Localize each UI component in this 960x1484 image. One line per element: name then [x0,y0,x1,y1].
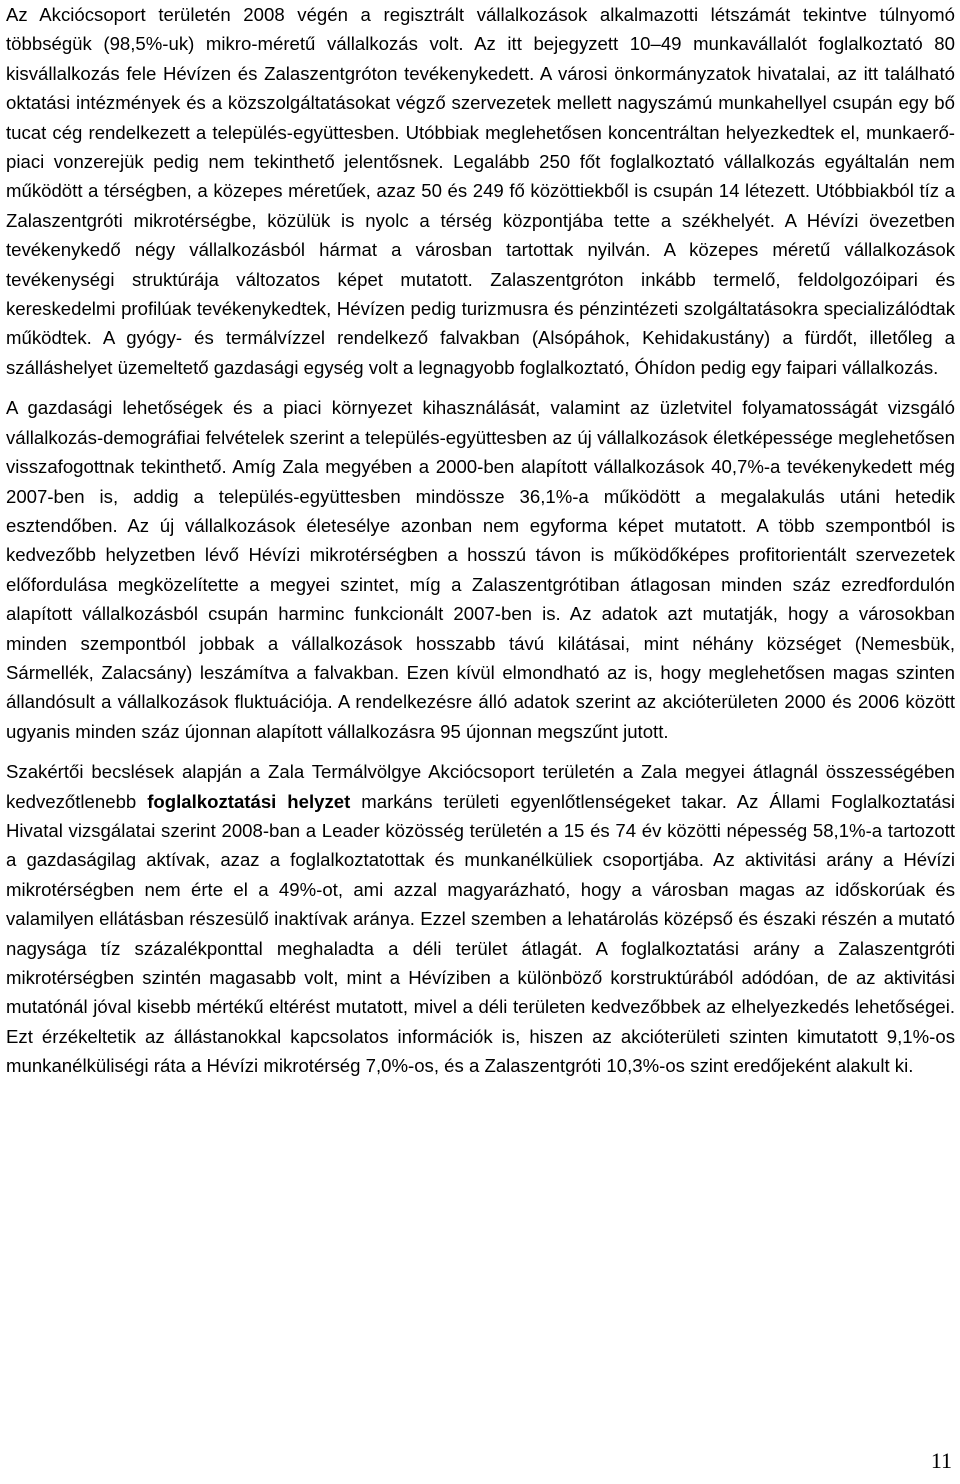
paragraph-3 [6,757,955,1080]
paragraph-3-bold-term: foglalkoztatási helyzet [147,790,351,812]
paragraph-3-text-before: Szakértői becslések alapján a Zala Termálvölgye Akciócsoport területén a Zala megyei átlagnál összességében kedvezőtlenebb [6,761,955,812]
document-body [6,0,955,1081]
page-number: 11 [930,1448,952,1473]
paragraph-1: Az Akciócsoport területén 2008 végén a regisztrált vállalkozások alkalmazotti létszámát tekintve túlnyomó többségük (98,5%-uk) mikro-méretű vállalkozás volt. Az itt bejegyzett 10–49 munkavállalót foglalkoztató 80 kisvállalkozás fele Hévízen és Zalaszentgróton tevékenykedett. A városi önkormányzatok hivatalai, az itt található oktatási intézmények és a közszolgáltatásokat végző szervezetek mellett nagyszámú munkahellyel csupán egy bő tucat cég rendelkezett a település-együttesben. Utóbbiak meglehetősen koncentráltan helyezkedtek el, munkaerő-piaci vonzerejük pedig nem tekinthető jelentősnek. Legalább 250 főt foglalkoztató vállalkozás egyáltalán nem működött a térségben, a közepes méretűek, azaz 50 és 249 fő közöttiekből is csupán 14 létezett. Utóbbiakból tíz a Zalaszentgróti mikrotérségbe, közülük is nyolc a térség központjába tette a székhelyét. A Hévízi övezetben tevékenykedő négy vállalkozásból hármat a városban tartottak nyilván. A közepes méretű vállalkozások tevékenységi struktúrája változatos képet mutatott. Zalaszentgróton inkább termelő, feldolgozóipari és kereskedelmi profilúak tevékenykedtek, Hévízen pedig turizmusra és pénzintézeti szolgáltatásokra specializálódtak működtek. A gyógy- és termálvízzel rendelkező falvakban (Alsópáhok, Kehidakustány) a fürdőt, illetőleg a szálláshelyet üzemeltető gazdasági egység volt a legnagyobb foglalkoztató, Óhídon pedig egy faipari vállalkozás. [6,4,955,378]
paragraph-3-text-after: markáns területi egyenlőtlenségeket takar. Az Állami Foglalkoztatási Hivatal vizsgálatai szerint 2008-ban a Leader közösség területén a 15 és 74 év közötti népesség 58,1%-a tartozott a gazdaságilag aktívak, azaz a foglalkoztatottak és munkanélküliek csoportjába. Az aktivitási arány a Hévízi mikrotérségben nem érte el a 49%-ot, ami azzal magyarázható, hogy a városban magas az időskorúak és valamilyen ellátásban részesülő inaktívak aránya. Ezzel szemben a lehatárolás középső és északi részén a mutató nagysága tíz százalékponttal meghaladta a déli terület átlagát. A foglalkoztatási arány a Zalaszentgróti mikrotérségben szintén magasabb volt, mint a Hévíziben a különböző korstruktúrából adódóan, de az aktivitási mutatónál jóval kisebb mértékű eltérést mutatott, mivel a déli területen kedvezőbbek az elhelyezkedés lehetőségei. Ezt érzékeltetik az állástanokkal kapcsolatos információk is, hiszen az akcióterületi szinten kimutatott 9,1%-os munkanélküliségi ráta a Hévízi mikrotérség 7,0%-os, és a Zalaszentgróti 10,3%-os szint eredőjeként alakult ki. [6,790,955,1077]
paragraph-2: A gazdasági lehetőségek és a piaci környezet kihasználását, valamint az üzletvitel folyamatosságát vizsgáló vállalkozás-demográfiai felvételek szerint a település-együttesben az új vállalkozások életképessége meglehetősen visszafogottnak tekinthető. Amíg Zala megyében a 2000-ben alapított vállalkozások 40,7%-a tevékenykedett még 2007-ben is, addig a település-együttesben mindössze 36,1%-a működött a megalakulás utáni hetedik esztendőben. Az új vállalkozások életesélye azonban nem egyforma képet mutatott. A több szempontból is kedvezőbb helyzetben lévő Hévízi mikrotérségben a hosszú távon is működőképes profitorientált szervezetek előfordulása megközelítette a megyei szintet, míg a Zalaszentgrótiban átlagosan minden száz ezredfordulón alapított vállalkozásból csupán harminc funkcionált 2007-ben is. Az adatok azt mutatják, hogy a városokban minden szempontból jobbak a vállalkozások hosszabb távú kilátásai, mint néhány községet (Nemesbük, Sármellék, Zalacsány) leszámítva a falvakban. Ezen kívül elmondható az is, hogy meglehetősen magas szinten állandósult a vállalkozások fluktuációja. A rendelkezésre álló adatok szerint az akcióterületen 2000 és 2006 között ugyanis minden száz újonnan alapított vállalkozásra 95 újonnan megszűnt jutott. [6,397,955,742]
